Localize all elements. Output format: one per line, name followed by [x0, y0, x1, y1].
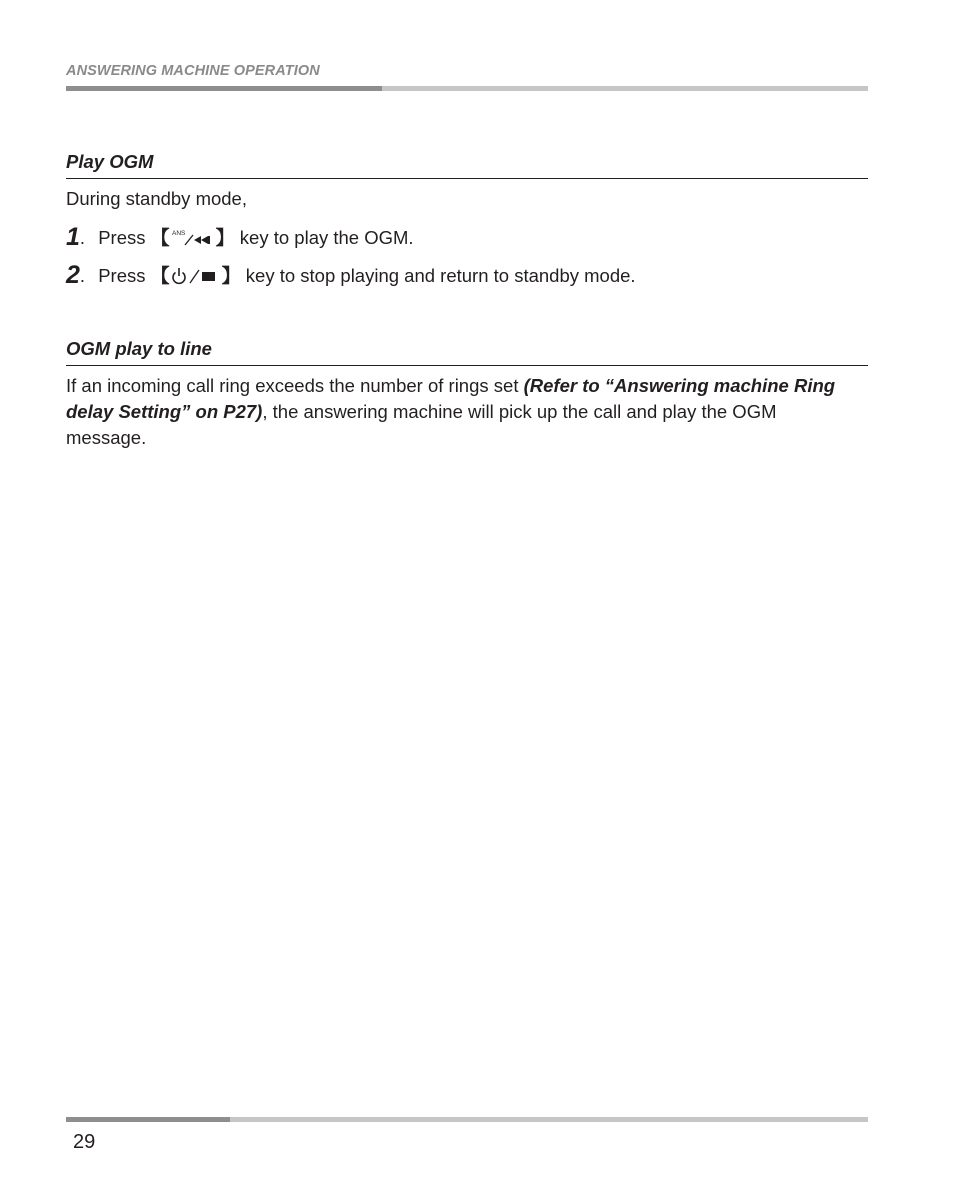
step-number: 1 [66, 223, 80, 251]
ans-key-label: ANS [171, 230, 186, 237]
play-ogm-intro: During standby mode, [66, 188, 247, 209]
step-press-word: Press [98, 265, 146, 286]
step-press-word: Press [98, 227, 146, 248]
key-bracket-open: 【 [150, 228, 170, 249]
header-rule-dark [66, 86, 382, 91]
section-ogm-play-to-line [66, 338, 868, 366]
section-play-ogm [66, 151, 868, 179]
header-rule-light [382, 86, 868, 91]
step-number: 2 [66, 261, 80, 289]
key-bracket-open: 【 [150, 266, 170, 287]
step-dot: . [79, 265, 86, 286]
ogm-line-text-before: If an incoming call ring exceeds the number of rings set [66, 375, 524, 396]
step-text: key to stop playing and return to standby mode. [245, 265, 636, 286]
page-number: 29 [73, 1131, 96, 1153]
ogm-line-paragraph [66, 373, 856, 451]
step-text: key to play the OGM. [239, 227, 414, 248]
footer-rule-dark [66, 1117, 230, 1122]
step-1 [66, 224, 414, 254]
ogm-line-reference: (Refer to “Answering machine Ring delay Setting” on P27) [66, 375, 836, 422]
ans-rewind-key-icon [170, 227, 216, 254]
ogm-line-text-after: , the answering machine will pick up the call and play the OGM message. [66, 401, 777, 448]
step-dot: . [79, 227, 86, 248]
key-bracket-close: 】 [221, 266, 241, 287]
section-title-play-ogm: Play OGM [66, 151, 868, 179]
section-title-ogm-play-to-line: OGM play to line [66, 338, 868, 366]
step-2 [66, 262, 636, 292]
running-header: ANSWERING MACHINE OPERATION [66, 63, 320, 79]
footer-rule-light [230, 1117, 868, 1122]
key-bracket-close: 】 [215, 228, 235, 249]
power-stop-key-icon [170, 265, 222, 292]
